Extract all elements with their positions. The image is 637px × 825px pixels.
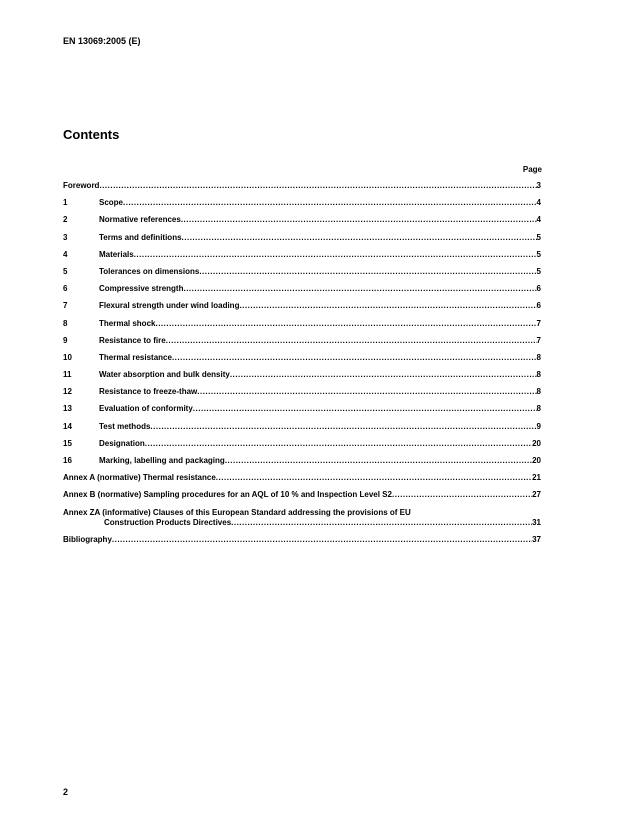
toc-entry-page: 8: [536, 387, 541, 397]
toc-entry[interactable]: [63, 319, 541, 336]
toc-entry-page: 37: [532, 534, 541, 544]
toc-entry-annex-za-line2: Construction Products Directives: [104, 517, 232, 527]
toc-leader-dots: [182, 233, 537, 243]
toc-entry[interactable]: [63, 422, 541, 439]
toc-entry-title: Foreword: [63, 181, 100, 190]
toc-entry-title: Flexural strength under wind loading: [99, 301, 240, 311]
toc-entry-number: 2: [63, 215, 68, 225]
toc-entry[interactable]: [63, 490, 541, 507]
document-header-id: EN 13069:2005 (E): [63, 36, 141, 46]
toc-entry-title: Designation: [99, 438, 145, 448]
toc-entry-page: 20: [532, 456, 541, 465]
toc-entry[interactable]: [63, 198, 541, 215]
toc-entry-page: 7: [536, 318, 541, 328]
toc-entry-annex-za-line1: Annex ZA (informative) Clauses of this European Standard addressing the provisions of EU: [63, 507, 411, 517]
toc-entry[interactable]: [63, 353, 541, 370]
toc-entry[interactable]: [63, 370, 541, 387]
page-column-label: Page: [522, 165, 542, 174]
toc-entry-number: 5: [63, 266, 68, 276]
toc-entry-title: Tolerances on dimensions: [99, 266, 200, 276]
toc-entry-page: 21: [532, 473, 541, 483]
toc-entry-page: 8: [536, 404, 541, 414]
toc-entry-page: 5: [536, 249, 541, 259]
toc-entry-page: 8: [536, 352, 541, 362]
toc-entry-page: 27: [532, 490, 541, 500]
toc-entry-title: Normative references: [99, 215, 181, 225]
toc-entry-bibliography[interactable]: [63, 535, 541, 552]
toc-leader-dots: [123, 198, 537, 208]
toc-entry-title: Materials: [99, 249, 134, 259]
toc-entry-title: Scope: [99, 198, 124, 208]
toc-entry-page: 5: [536, 266, 541, 276]
toc-entry-number: 8: [63, 318, 68, 328]
toc-entry-title: Resistance to fire: [99, 335, 166, 345]
toc-entry-page: 5: [536, 232, 541, 242]
toc-entry-title: Compressive strength: [99, 284, 184, 294]
contents-title: Contents: [63, 127, 120, 142]
toc-leader-dots: [193, 404, 537, 414]
toc-leader-dots: [166, 336, 537, 346]
toc-entry-number: 15: [63, 438, 72, 448]
toc-entry-page: 31: [532, 517, 541, 527]
page-number: 2: [63, 787, 69, 797]
toc-leader-dots: [112, 535, 532, 545]
toc-entry[interactable]: [63, 284, 541, 301]
toc-entry-annex-za[interactable]: [63, 508, 541, 535]
toc-entry-page: 4: [536, 215, 541, 225]
toc-entry-page: 20: [532, 438, 541, 448]
toc-leader-dots: [134, 250, 537, 260]
toc-leader-dots: [99, 181, 536, 191]
toc-entry[interactable]: [63, 439, 541, 456]
toc-leader-dots: [181, 215, 537, 225]
toc-entry[interactable]: [63, 250, 541, 267]
toc-entry-title: Water absorption and bulk density: [99, 370, 230, 380]
toc-entry-number: 16: [63, 456, 72, 465]
toc-entry[interactable]: [63, 336, 541, 353]
toc-entry[interactable]: [63, 456, 541, 473]
toc-leader-dots: [197, 387, 536, 397]
toc-entry[interactable]: [63, 233, 541, 250]
toc-entry-page: 3: [536, 181, 541, 190]
toc-entry-number: 3: [63, 232, 68, 242]
toc-entry-title: Bibliography: [63, 534, 112, 544]
toc-entry-page: 6: [536, 301, 541, 311]
table-of-contents: [63, 181, 541, 552]
toc-leader-dots: [230, 370, 537, 380]
toc-leader-dots: [150, 422, 536, 432]
toc-leader-dots: [231, 518, 532, 528]
toc-entry-page: 4: [536, 198, 541, 208]
toc-entry-title: Annex A (normative) Thermal resistance: [63, 473, 216, 483]
toc-entry[interactable]: [63, 267, 541, 284]
toc-entry-title: Annex B (normative) Sampling procedures for an AQL of 10 % and Inspection Level S2: [63, 490, 392, 500]
toc-entry-page: 9: [536, 421, 541, 431]
toc-leader-dots: [199, 267, 536, 277]
toc-entry[interactable]: [63, 181, 541, 198]
toc-leader-dots: [155, 319, 536, 329]
toc-entry-page: 7: [536, 335, 541, 345]
toc-entry-number: 6: [63, 284, 68, 294]
toc-entry-number: 10: [63, 352, 72, 362]
toc-entry-page: 8: [536, 370, 541, 380]
toc-entry-number: 4: [63, 249, 68, 259]
toc-entry-title: Marking, labelling and packaging: [99, 456, 225, 465]
toc-entry-title: Thermal shock: [99, 318, 156, 328]
toc-leader-dots: [172, 353, 537, 363]
toc-entry-title: Evaluation of conformity: [99, 404, 193, 414]
toc-entry-number: 13: [63, 404, 72, 414]
toc-leader-dots: [392, 490, 532, 500]
toc-entry-title: Terms and definitions: [99, 232, 182, 242]
toc-entry-title: Resistance to freeze-thaw: [99, 387, 198, 397]
toc-entry[interactable]: [63, 387, 541, 404]
toc-entry[interactable]: [63, 404, 541, 421]
toc-entry-number: 9: [63, 335, 68, 345]
toc-leader-dots: [216, 473, 532, 483]
toc-leader-dots: [145, 439, 532, 449]
toc-entry[interactable]: [63, 473, 541, 490]
toc-entry-page: 6: [536, 284, 541, 294]
toc-entry-title: Test methods: [99, 421, 151, 431]
toc-entry[interactable]: [63, 215, 541, 232]
toc-entry-number: 1: [63, 198, 68, 208]
toc-entry-number: 12: [63, 387, 72, 397]
toc-leader-dots: [225, 456, 532, 466]
toc-leader-dots: [183, 284, 536, 294]
toc-entry[interactable]: [63, 301, 541, 318]
toc-entry-number: 14: [63, 421, 72, 431]
toc-leader-dots: [239, 301, 536, 311]
toc-entry-number: 7: [63, 301, 68, 311]
toc-entry-title: Thermal resistance: [99, 352, 172, 362]
toc-entry-number: 11: [63, 370, 72, 380]
